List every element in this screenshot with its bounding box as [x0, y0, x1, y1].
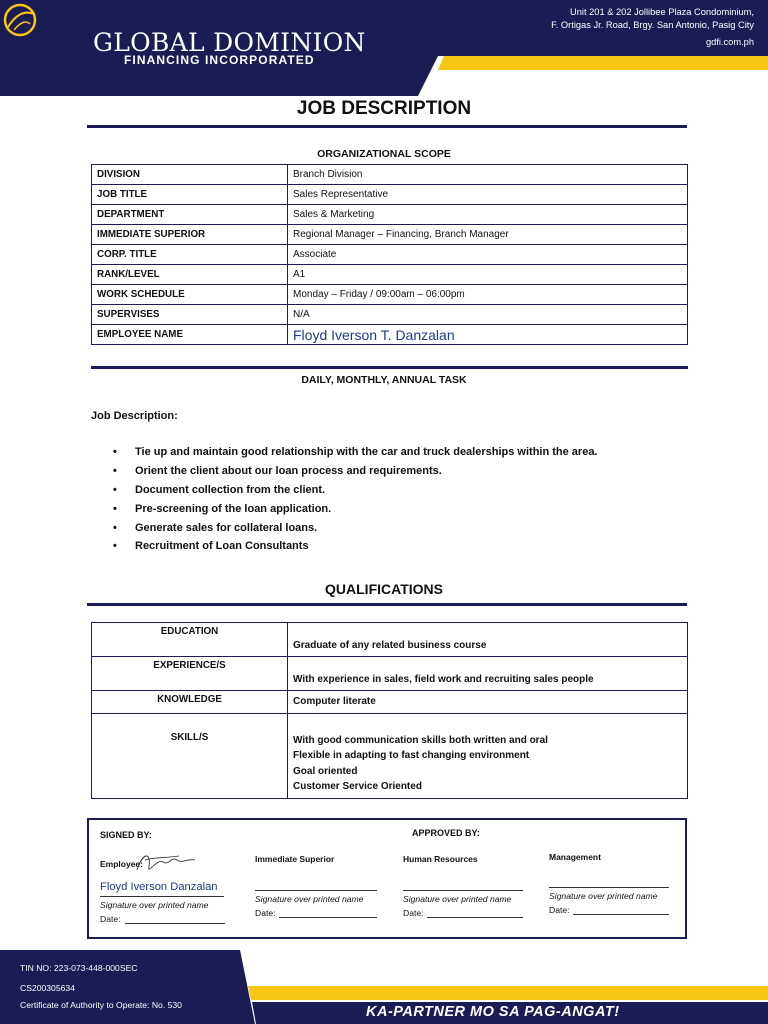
- title-divider: [87, 125, 687, 128]
- row-key: CORP. TITLE: [92, 245, 288, 265]
- date-label: Date:: [100, 914, 121, 924]
- education-value: [288, 623, 688, 657]
- date-line: [427, 917, 523, 918]
- row-value: Branch Division: [288, 165, 688, 185]
- address-line-2: F. Ortigas Jr. Road, Brgy. San Antonio, Pasig City: [551, 19, 754, 30]
- row-key: DIVISION: [92, 165, 288, 185]
- row-value: Associate: [288, 245, 688, 265]
- date-line: [573, 914, 669, 915]
- table-row: [92, 225, 688, 245]
- row-key: WORK SCHEDULE: [92, 285, 288, 305]
- experience-value: [288, 657, 688, 691]
- signature-box: [87, 818, 687, 939]
- table-row: [92, 713, 688, 798]
- experience-text: With experience in sales, field work and recruiting sales people: [293, 673, 594, 685]
- tasks-divider: [91, 366, 688, 369]
- row-value: N/A: [288, 305, 688, 325]
- employee-label: Employee:: [100, 859, 143, 869]
- signature-caption: Signature over printed name: [100, 900, 209, 910]
- row-value: Sales & Marketing: [288, 205, 688, 225]
- table-row: [92, 305, 688, 325]
- row-key: RANK/LEVEL: [92, 265, 288, 285]
- education-text: Graduate of any related business course: [293, 639, 487, 651]
- table-row: [92, 245, 688, 265]
- date-label: Date:: [403, 908, 424, 918]
- qualifications-divider: [87, 603, 687, 606]
- signature-caption: Signature over printed name: [403, 894, 512, 904]
- skills-label: SKILL/S: [92, 713, 288, 798]
- list-item: • Tie up and maintain good relationship with the car and truck dealerships within the area.: [113, 446, 598, 465]
- date-label: Date:: [255, 908, 276, 918]
- experience-label: EXPERIENCE/S: [92, 657, 288, 691]
- list-item: • Recruitment of Loan Consultants: [113, 540, 598, 559]
- row-key: EMPLOYEE NAME: [92, 325, 288, 345]
- table-row: [92, 185, 688, 205]
- approved-by-label: APPROVED BY:: [412, 828, 480, 838]
- signature-line: [255, 890, 377, 891]
- signed-by-label: SIGNED BY:: [100, 830, 152, 840]
- table-row: [92, 165, 688, 185]
- skills-value: [288, 713, 688, 798]
- table-row: [92, 205, 688, 225]
- org-scope-table: [91, 164, 688, 345]
- date-line: [125, 923, 225, 924]
- immediate-superior-label: Immediate Superior: [255, 854, 335, 864]
- row-value: Sales Representative: [288, 185, 688, 205]
- list-item: • Document collection from the client.: [113, 484, 598, 503]
- knowledge-text: Computer literate: [293, 696, 376, 707]
- education-label: EDUCATION: [92, 623, 288, 657]
- list-item: • Orient the client about our loan process and requirements.: [113, 465, 598, 484]
- skill-item: Goal oriented: [293, 765, 358, 777]
- qualifications-table: [91, 622, 688, 799]
- skill-item: Customer Service Oriented: [293, 781, 422, 792]
- signature-line: [549, 887, 669, 888]
- signature-line: [403, 890, 523, 891]
- table-row: [92, 285, 688, 305]
- row-value: Regional Manager – Financing, Branch Manager: [288, 225, 688, 245]
- human-resources-label: Human Resources: [403, 854, 478, 864]
- knowledge-label: KNOWLEDGE: [92, 691, 288, 714]
- row-key: IMMEDIATE SUPERIOR: [92, 225, 288, 245]
- row-value: A1: [288, 265, 688, 285]
- table-row: [92, 623, 688, 657]
- company-website: gdfi.com.ph: [705, 37, 754, 48]
- address-line-1: Unit 201 & 202 Jollibee Plaza Condominium,: [570, 7, 754, 17]
- employee-printed-name: Floyd Iverson Danzalan: [100, 881, 218, 893]
- signature-line: [100, 896, 224, 897]
- employee-name-value: Floyd Iverson T. Danzalan: [288, 325, 688, 345]
- company-address: [514, 6, 754, 49]
- company-logo-icon: [0, 0, 40, 40]
- list-item: • Generate sales for collateral loans.: [113, 522, 598, 541]
- signature-caption: Signature over printed name: [255, 894, 364, 904]
- table-row: [92, 691, 688, 714]
- certificate-text: Certificate of Authority to Operate: No. 530: [20, 1000, 182, 1010]
- date-line: [279, 917, 377, 918]
- knowledge-value: [288, 691, 688, 714]
- row-key: SUPERVISES: [92, 305, 288, 325]
- list-item: • Pre-screening of the loan application.: [113, 503, 598, 522]
- row-key: DEPARTMENT: [92, 205, 288, 225]
- page-title: JOB DESCRIPTION: [296, 98, 472, 119]
- row-key: JOB TITLE: [92, 185, 288, 205]
- letterhead-header: [0, 0, 768, 96]
- job-description-label: Job Description:: [91, 410, 178, 422]
- tasks-heading: DAILY, MONTHLY, ANNUAL TASK: [301, 374, 467, 386]
- date-label: Date:: [549, 905, 570, 915]
- skill-item: With good communication skills both written and oral: [293, 734, 548, 746]
- company-subname: FINANCING INCORPORATED: [124, 53, 315, 67]
- task-list: [113, 446, 598, 559]
- table-row: [92, 325, 688, 345]
- employee-signature-icon: [133, 848, 203, 880]
- tin-number: TIN NO: 223-073-448-000SEC: [20, 963, 138, 973]
- footer-slogan: KA-PARTNER MO SA PAG-ANGAT!: [366, 1004, 620, 1020]
- sec-number: CS200305634: [20, 983, 75, 993]
- org-scope-heading: ORGANIZATIONAL SCOPE: [317, 148, 451, 160]
- row-value: Monday – Friday / 09:00am – 06:00pm: [288, 285, 688, 305]
- qualifications-heading: QUALIFICATIONS: [325, 581, 443, 597]
- company-name: GLOBAL DOMINION: [93, 28, 366, 57]
- management-label: Management: [549, 852, 601, 862]
- table-row: [92, 657, 688, 691]
- table-row: [92, 265, 688, 285]
- signature-caption: Signature over printed name: [549, 891, 658, 901]
- skill-item: Flexible in adapting to fast changing environment: [293, 750, 530, 761]
